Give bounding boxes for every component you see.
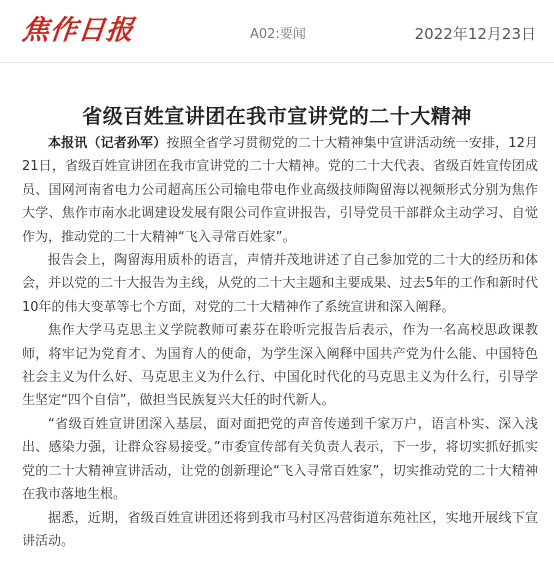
article-lead-text: 按照全省学习贯彻党的二十大精神集中宣讲活动统一安排，12月21日，省级百姓宣讲团在我市宣讲党的二十大精神。党的二十大代表、省级百姓宣传团成员、国网河南省电力公司超高压公司输电带电作业高级技师陶留海以视频形式分别为焦作大学、焦作市南水北调建设发展有限公司作宣讲报告，引导党员干部群众主动学习、自觉作为，推动党的二十大精神“飞入寻常百姓家”。 (22, 136, 538, 245)
article-paragraph: 焦作大学马克思主义学院教师可素芬在聆听完报告后表示，作为一名高校思政课教师，将牢记为党育才、为国育人的使命，为学生深入阐释中国共产党为什么能、中国特色社会主义为什么好、马克思主义为什么行、中国化时代化的马克思主义为什么行，引导学生坚定“四个自信”，做担当民族复兴大任的时代新人。 (22, 323, 538, 409)
article-paragraph: 据悉，近期，省级百姓宣讲团还将到我市马村区冯营街道东苑社区，实地开展线下宣讲活动。 (22, 510, 538, 549)
page-section-code: A02:要闻 (250, 27, 306, 42)
article-body (22, 132, 538, 553)
article-paragraph: 报告会上，陶留海用质朴的语言，声情并茂地讲述了自己参加党的二十大的经历和体会，并以党的二十大报告为主线，从党的二十大主题和主要成果、过去5年的工作和新时代10年的伟大变革等七个方面，对党的二十大精神作了系统宣讲和深入阐释。 (22, 253, 538, 315)
article-paragraph: “省级百姓宣讲团深入基层，面对面把党的声音传递到千家万户，语言朴实、深入浅出、感染力强，让群众容易接受。”市委宣传部有关负责人表示，下一步，将切实抓好抓实党的二十大精神宣讲活动，让党的创新理论“飞入寻常百姓家”，切实推动党的二十大精神在我市落地生根。 (22, 416, 538, 503)
article-title: 省级百姓宣讲团在我市宣讲党的二十大精神 (82, 104, 472, 129)
publication-date: 2022年12月23日 (414, 25, 536, 43)
page-header (0, 0, 554, 62)
newspaper-logo[interactable]: 焦作日报 (20, 15, 136, 46)
article-byline: 本报讯（记者孙军） (48, 136, 167, 151)
header-divider (0, 62, 554, 63)
article-paragraph-lead (22, 132, 538, 249)
